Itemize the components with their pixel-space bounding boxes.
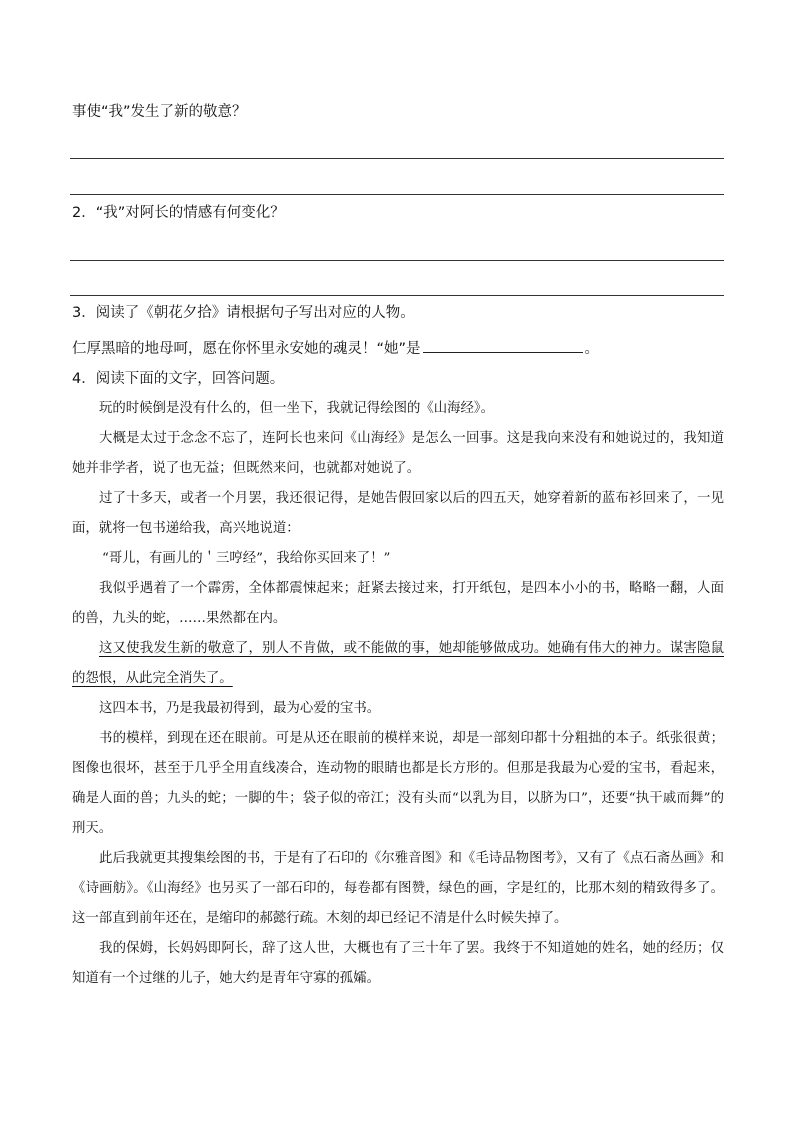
question-4: 4．阅读下面的文字，回答问题。	[72, 371, 285, 387]
passage-paragraph: 玩的时候倒是没有什么的，但一坐下，我就记得绘图的《山海经》。	[99, 401, 495, 416]
reading-passage	[72, 394, 724, 994]
passage-paragraph: 我似乎遇着了一个霹雳，全体都震悚起来；赶紧去接过来，打开纸包，是四本小小的书，略略一翻，人面的兽，九头的蛇，……果然都在内。	[72, 581, 724, 626]
question-1-tail: 事使“我”发生了新的敬意？	[72, 104, 247, 120]
passage-paragraph-underlined	[72, 634, 724, 694]
question-2: 2．“我”对阿长的情感有何变化？	[72, 205, 285, 221]
sentence-text: 仁厚黑暗的地母呵，愿在你怀里永安她的魂灵！“她”是	[72, 341, 421, 357]
answer-line	[70, 295, 724, 296]
answer-line	[70, 194, 724, 195]
passage-paragraph: “哥儿，有画儿的＇三哼经”，我给你买回来了！”	[102, 551, 391, 566]
passage-paragraph: 这四本书，乃是我最初得到，最为心爱的宝书。	[99, 701, 381, 716]
answer-line	[70, 260, 724, 261]
sentence-end: 。	[584, 341, 600, 357]
answer-line	[70, 158, 724, 159]
question-3: 3．阅读了《朝花夕拾》请根据句子写出对应的人物。	[72, 305, 415, 321]
fill-in-blank[interactable]	[423, 337, 583, 353]
passage-paragraph: 此后我就更其搜集绘图的书，于是有了石印的《尔雅音图》和《毛诗品物图考》，又有了《点石斋丛画》和《诗画舫》。《山海经》也另买了一部石印的，每卷都有图赞，绿色的画，字是红的，比那木刻的精致得多了。这一部直到前年还在，是缩印的郝懿行疏。木刻的却已经记不清是什么时候失掉了。	[72, 851, 724, 926]
passage-paragraph: 大概是太过于念念不忘了，连阿长也来问《山海经》是怎么一回事。这是我向来没有和她说过的，我知道她并非学者，说了也无益；但既然来问，也就都对她说了。	[72, 431, 724, 476]
passage-paragraph: 书的模样，到现在还在眼前。可是从还在眼前的模样来说，却是一部刻印都十分粗拙的本子。纸张很黄；图像也很坏，甚至于几乎全用直线凑合，连动物的眼睛也都是长方形的。但那是我最为心爱的宝书，看起来，确是人面的兽；九头的蛇；一脚的牛；袋子似的帝江；没有头而“以乳为目，以脐为口”，还要“执干戚而舞”的刑天。	[72, 731, 724, 836]
passage-paragraph: 我的保姆，长妈妈即阿长，辞了这人世，大概也有了三十年了罢。我终于不知道她的姓名，她的经历；仅知道有一个过继的儿子，她大约是青年守寡的孤孀。	[72, 941, 724, 986]
passage-paragraph: 过了十多天，或者一个月罢，我还很记得，是她告假回家以后的四五天，她穿着新的蓝布衫回来了，一见面，就将一包书递给我，高兴地说道：	[72, 491, 724, 536]
underlined-sentence: 这又使我发生新的敬意了，别人不肯做，或不能做的事，她却能够做成功。她确有伟大的神力。谋害隐鼠的怨恨，从此完全消失了。	[72, 641, 724, 686]
question-3-sentence	[72, 337, 599, 359]
